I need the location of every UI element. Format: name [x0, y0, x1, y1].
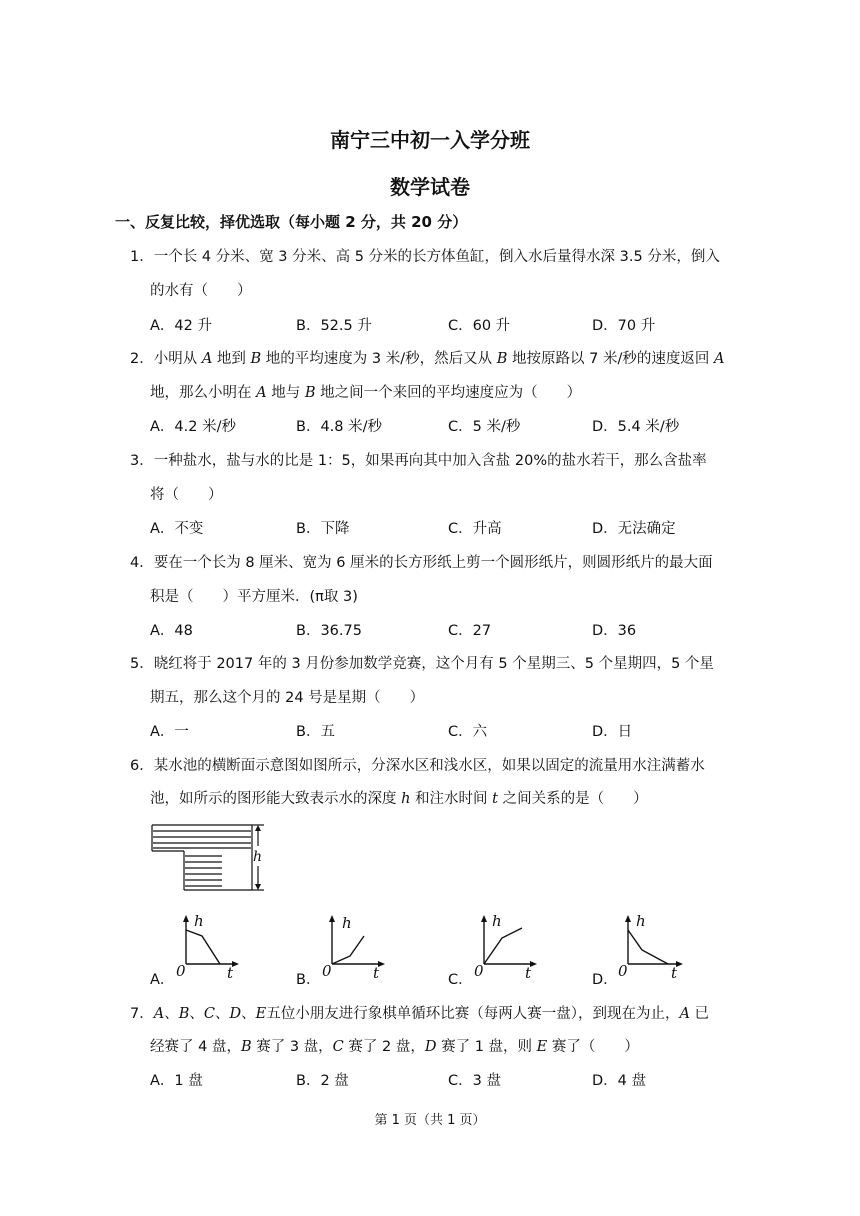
q3-line1: 3．一种盐水，盐与水的比是 1：5，如果再向其中加入含盐 20%的盐水若干，那么含盐率: [130, 453, 707, 469]
document-subtitle: 数学试卷: [390, 175, 470, 199]
q5-option-a: A．一: [150, 724, 189, 740]
q4-line1: 4．要在一个长为 8 厘米、宽为 6 厘米的长方形纸上剪一个圆形纸片，则圆形纸片的最大面: [130, 555, 713, 571]
graph-b: [318, 912, 388, 980]
svg-text:h: h: [492, 912, 502, 930]
q7-line1: 7．A、B、C、D、E五位小朋友进行象棋单循环比赛（每两人赛一盘），到现在为止，A 已: [130, 1006, 710, 1022]
svg-text:0: 0: [176, 962, 186, 980]
q2-option-b: B．4.8 米/秒: [296, 419, 383, 435]
q5-line2: 期五，那么这个月的 24 号是星期（ ）: [150, 690, 425, 706]
q1-option-a: A．42 升: [150, 318, 212, 334]
svg-text:h: h: [194, 912, 204, 930]
svg-text:t: t: [671, 964, 678, 980]
svg-text:0: 0: [474, 962, 484, 980]
svg-text:t: t: [227, 964, 234, 980]
graph-c: [470, 912, 540, 980]
q2-line1: 2．小明从 A 地到 B 地的平均速度为 3 米/秒，然后又从 B 地按原路以 7 米/秒的速度返回 A: [130, 351, 725, 367]
q6-line2: 池，如所示的图形能大致表示水的深度 h 和注水时间 t 之间关系的是（ ）: [150, 791, 648, 807]
q3-option-a: A．不变: [150, 521, 204, 537]
graph-a: [172, 912, 242, 980]
q3-option-c: C．升高: [448, 521, 502, 537]
graph-d: [614, 912, 686, 980]
q7-option-d: D．4 盘: [592, 1073, 646, 1089]
q6-line1: 6．某水池的横断面示意图如图所示，分深水区和浅水区，如果以固定的流量用水注满蓄水: [130, 758, 705, 774]
q1-line1: 1．一个长 4 分米、宽 3 分米、高 5 分米的长方体鱼缸，倒入水后量得水深 3.5 分米，倒入: [130, 249, 720, 265]
q2-line2: 地，那么小明在 A 地与 B 地之间一个来回的平均速度应为（ ）: [150, 385, 582, 401]
svg-text:t: t: [525, 964, 532, 980]
q6-option-c: C．: [448, 972, 473, 988]
q5-option-d: D．日: [592, 724, 633, 740]
q4-option-b: B．36.75: [296, 623, 362, 639]
q4-option-d: D．36: [592, 623, 637, 639]
q4-line2: 积是（ ）平方厘米．(π取 3): [150, 589, 358, 605]
document-title: 南宁三中初一入学分班: [330, 128, 530, 152]
svg-text:0: 0: [618, 962, 628, 980]
q7-option-a: A．1 盘: [150, 1073, 203, 1089]
pool-cross-section-figure: [150, 822, 270, 894]
q2-option-a: A．4.2 米/秒: [150, 419, 236, 435]
svg-text:h: h: [636, 912, 646, 930]
q1-line2: 的水有（ ）: [150, 283, 252, 299]
q6-option-d: D．: [592, 972, 618, 988]
q1-option-c: C．60 升: [448, 318, 511, 334]
q5-line1: 5．晓红将于 2017 年的 3 月份参加数学竞赛，这个月有 5 个星期三、5 个星期四，5 个星: [130, 656, 714, 672]
q6-option-b: B．: [296, 972, 321, 988]
q3-option-b: B．下降: [296, 521, 350, 537]
q4-option-c: C．27: [448, 623, 492, 639]
q1-option-d: D．70 升: [592, 318, 656, 334]
svg-text:t: t: [373, 964, 380, 980]
q6-option-a: A．: [150, 972, 175, 988]
q2-option-d: D．5.4 米/秒: [592, 419, 680, 435]
q2-option-c: C．5 米/秒: [448, 419, 521, 435]
section-heading: 一、反复比较，择优选取（每小题 2 分，共 20 分）: [115, 213, 468, 231]
q7-option-b: B．2 盘: [296, 1073, 349, 1089]
q4-option-a: A．48: [150, 623, 193, 639]
q7-line2: 经赛了 4 盘，B 赛了 3 盘，C 赛了 2 盘，D 赛了 1 盘，则 E 赛了（ ）: [150, 1039, 639, 1055]
q3-line2: 将（ ）: [150, 487, 223, 503]
q1-option-b: B．52.5 升: [296, 318, 372, 334]
page-footer: 第 1 页（共 1 页）: [374, 1113, 486, 1128]
q3-option-d: D．无法确定: [592, 521, 676, 537]
q5-option-c: C．六: [448, 724, 488, 740]
q5-option-b: B．五: [296, 724, 335, 740]
q7-option-c: C．3 盘: [448, 1073, 501, 1089]
svg-text:0: 0: [322, 962, 332, 980]
svg-text:h: h: [342, 914, 352, 932]
figure-h-label: h: [253, 849, 263, 865]
